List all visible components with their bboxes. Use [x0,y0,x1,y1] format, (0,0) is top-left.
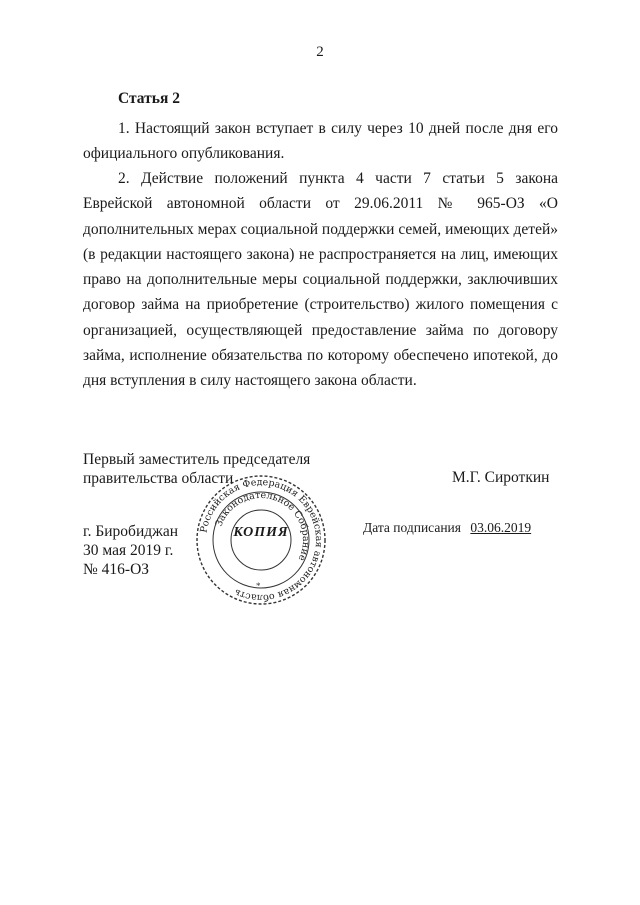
stamp-mark: * [256,581,261,591]
signer-name: М.Г. Сироткин [452,469,550,486]
law-date: 30 мая 2019 г. [83,542,174,559]
law-number: № 416-ОЗ [83,561,150,578]
paragraph-1: 1. Настоящий закон вступает в силу через 10 дней после дня его официального опубликования. [83,120,558,163]
stamp-copy-label: КОПИЯ [233,525,289,540]
law-city: г. Биробиджан [83,523,179,540]
law-requisites [83,522,178,579]
stamp-outer-text: Российская Федерация Еврейская автономная область [198,476,325,604]
signing-date-label: Дата подписания [363,520,461,535]
signing-date-value: 03.06.2019 [470,520,532,535]
paragraph-2: 2. Действие положений пункта 4 части 7 статьи 5 закона Еврейской автономной области от 29.06.2011 № 965-ОЗ «О дополнительных мерах социальной поддержки семей, имеющих детей» (в редакции настоящего закона) не распространяется на лиц, имеющих право на дополнительные меры социальной поддержки, заключивших договор займа на приобретение (строительство) жилого помещения с организацией, осуществляющей предоставление займа по договору займа, исполнение обязательства по которому обеспечено ипотекой, до дня вступления в силу настоящего закона области. [83,170,558,390]
page-number: 2 [316,44,324,60]
article-title: Статья 2 [118,90,180,107]
official-stamp [194,473,328,607]
signer-title-line-1: Первый заместитель председателя [83,451,311,468]
stamp-inner-text: Законодательное Собрание [213,489,312,563]
signing-date [363,520,531,536]
signer-title-line-2: правительства области [83,470,234,487]
